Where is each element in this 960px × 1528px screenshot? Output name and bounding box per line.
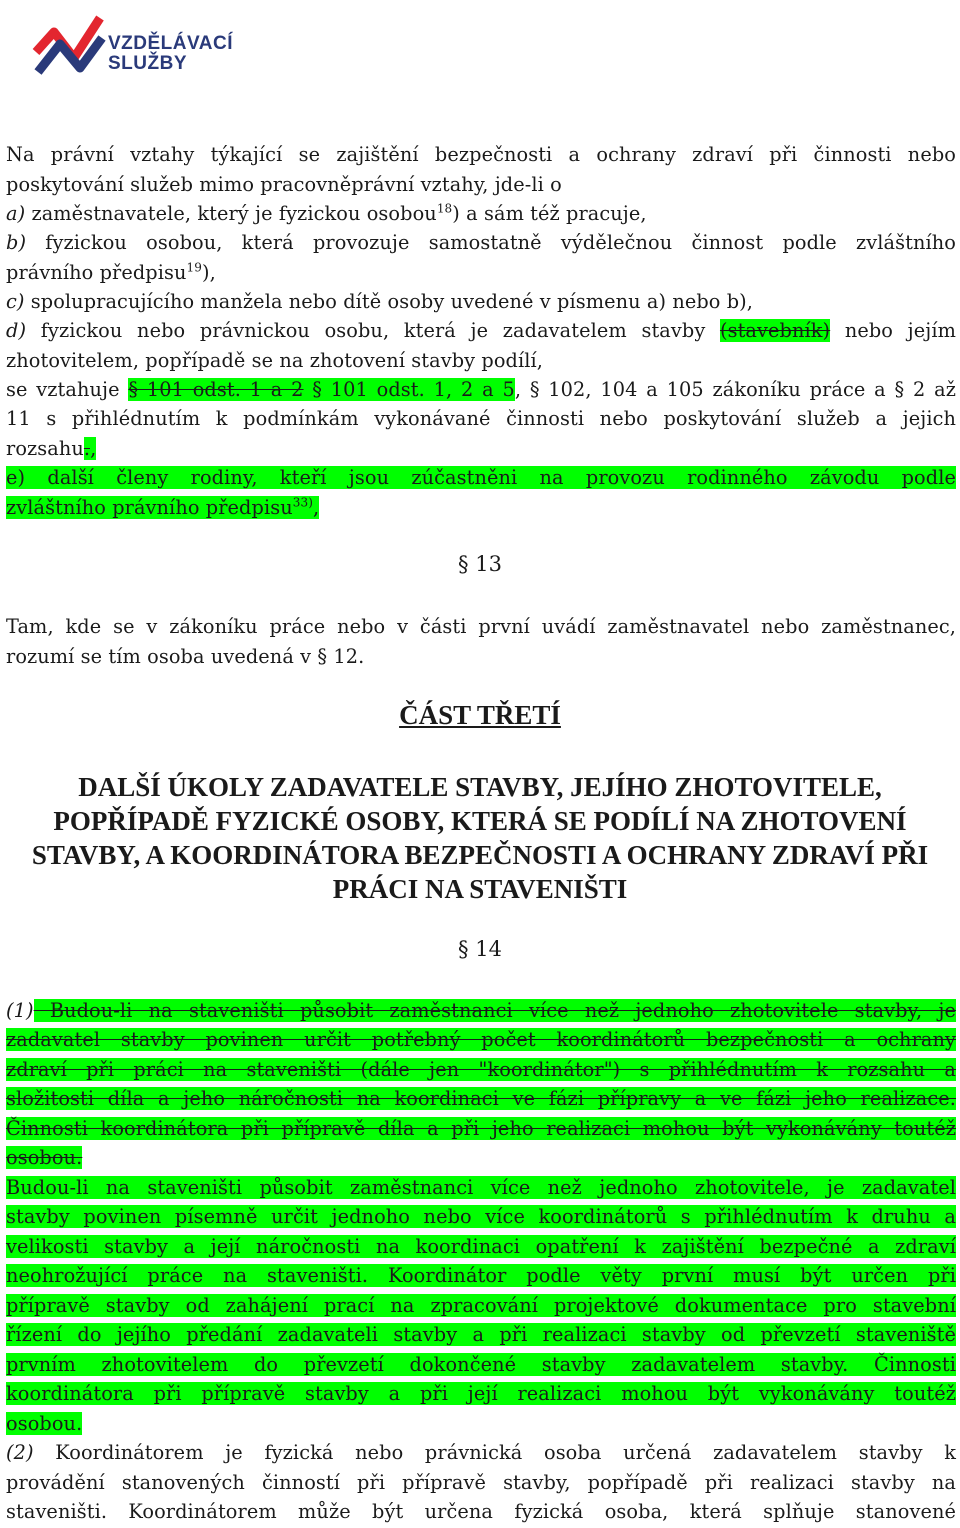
text-line bbox=[6, 1084, 956, 1113]
inserted-text: Budou-li na staveništi působit zaměstnanci více než jednoho zhotovitele, je zadavatel bbox=[6, 1176, 956, 1199]
item-label: a) bbox=[6, 202, 26, 225]
text-span: ), bbox=[202, 261, 216, 284]
deleted-text: zadavatel stavby povinen určit potřebný počet koordinátorů bezpečnosti a ochrany bbox=[6, 1028, 956, 1051]
text-span: ) a sám též pracuje, bbox=[452, 202, 647, 225]
text-line bbox=[6, 1143, 956, 1172]
logo-mark-icon bbox=[30, 10, 110, 90]
text-line bbox=[6, 463, 956, 492]
item-label: d) bbox=[6, 319, 27, 342]
heading-line: PRÁCI NA STAVENIŠTI bbox=[332, 874, 628, 904]
logo-text-line2: SLUŽBY bbox=[108, 53, 187, 74]
text-span: , bbox=[312, 496, 320, 519]
text-span: zvláštního právního předpisu bbox=[6, 496, 293, 519]
text-line bbox=[6, 1261, 956, 1290]
text-line bbox=[6, 1173, 956, 1202]
text-line bbox=[6, 199, 956, 228]
text-span: fyzickou nebo právnickou osobu, která je zadavatelem stavby bbox=[26, 319, 720, 342]
text-line bbox=[6, 316, 956, 345]
inserted-text: § 101 odst bbox=[303, 378, 419, 401]
heading-line: STAVBY, A KOORDINÁTORA BEZPEČNOSTI A OCHRANY ZDRAVÍ PŘI bbox=[31, 840, 929, 870]
deleted-text: . bbox=[83, 437, 91, 460]
text-line: provádění stanovených činností při přípravě stavby, popřípadě při realizaci stavby na bbox=[6, 1471, 956, 1494]
text-span: , § 102, 104 a 105 zákoníku práce a § 2 až bbox=[514, 378, 956, 401]
inserted-text: prvním zhotovitelem do převzetí dokončené stavby zadavatelem stavby. Činnosti bbox=[6, 1353, 956, 1376]
text-line bbox=[6, 1232, 956, 1261]
inserted-text: neohrožující práce na staveništi. Koordinátor podle věty první musí být určen při bbox=[6, 1264, 956, 1287]
inserted-text: velikosti stavby a její náročnosti na koordinaci opatření k zajištění bezpečné a zdraví bbox=[6, 1235, 956, 1258]
text-span: Koordinátorem je fyzická nebo právnická osoba určená zadavatelem stavby k bbox=[33, 1441, 956, 1464]
text-line: zhotovitelem, popřípadě se na zhotovení stavby podílí, bbox=[6, 349, 544, 372]
item-label: c) bbox=[6, 290, 25, 313]
text-line bbox=[6, 1114, 956, 1143]
text-line bbox=[6, 258, 956, 287]
section-heading: § 14 bbox=[458, 937, 502, 961]
text-line bbox=[6, 1350, 956, 1379]
text-line bbox=[6, 1438, 956, 1467]
text-span: se vztahuje bbox=[6, 378, 129, 401]
deleted-text: zdraví při práci na staveništi (dále jen "koordinátor") s přihlédnutím k rozsahu a bbox=[6, 1058, 956, 1081]
part-title: ČÁST TŘETÍ bbox=[399, 700, 561, 730]
text-line bbox=[6, 375, 956, 404]
text-line bbox=[6, 1320, 956, 1349]
text-line bbox=[6, 1025, 956, 1054]
text-span: právního předpisu bbox=[6, 261, 187, 284]
paragraph-number: (1) bbox=[6, 999, 34, 1022]
inserted-text: přípravě stavby od zahájení prací na zpracování projektové dokumentace pro stavební bbox=[6, 1294, 956, 1317]
inserted-text: koordinátora při přípravě stavby a při její realizaci mohou být vykonávány toutéž bbox=[6, 1382, 956, 1405]
inserted-text: e) další členy rodiny, kteří jsou zúčastněni na provozu rodinného závodu podle bbox=[6, 466, 956, 489]
inserted-text: osobou. bbox=[6, 1412, 83, 1435]
footnote-ref: 19 bbox=[186, 260, 203, 275]
deleted-text: osobou. bbox=[6, 1146, 83, 1169]
text-line bbox=[6, 493, 956, 522]
text-span: spolupracujícího manžela nebo dítě osoby uvedené v písmenu a) nebo b), bbox=[24, 290, 754, 313]
text-line bbox=[6, 1202, 956, 1231]
section-heading: § 13 bbox=[458, 552, 502, 576]
text-line: rozumí se tím osoba uvedená v § 12. bbox=[6, 645, 365, 668]
inserted-text: . 1, 2 a 5 bbox=[418, 378, 515, 401]
text-line: Na právní vztahy týkající se zajištění bezpečnosti a ochrany zdraví při činnosti nebo bbox=[6, 143, 956, 166]
heading-line: DALŠÍ ÚKOLY ZADAVATELE STAVBY, JEJÍHO ZHOTOVITELE, bbox=[78, 772, 882, 802]
logo-text-line1: VZDĚLÁVACÍ bbox=[108, 33, 233, 54]
inserted-text: stavby povinen písemně určit jednoho nebo více koordinátorů s přihlédnutím k druhu a bbox=[6, 1205, 956, 1228]
item-label: b) bbox=[6, 231, 27, 254]
text-span: fyzickou osobou, která provozuje samostatně výdělečnou činnost podle zvláštního bbox=[26, 231, 956, 254]
paragraph-number: (2) bbox=[6, 1441, 34, 1464]
text-span: rozsahu bbox=[6, 437, 84, 460]
text-line bbox=[6, 1379, 956, 1408]
text-line bbox=[6, 996, 956, 1025]
deleted-text: Činnosti koordinátora při přípravě díla a při jeho realizaci mohou být vykonávány toutéž bbox=[6, 1117, 956, 1140]
text-line bbox=[6, 1409, 956, 1438]
text-line: staveništi. Koordinátorem může být určena fyzická osoba, která splňuje stanovené bbox=[6, 1500, 956, 1523]
heading-line: POPŘÍPADĚ FYZICKÉ OSOBY, KTERÁ SE PODÍLÍ NA ZHOTOVENÍ bbox=[53, 806, 907, 836]
text-line bbox=[6, 287, 956, 316]
inserted-text: , bbox=[90, 437, 97, 460]
deleted-text: Budou-li na staveništi působit zaměstnanci více než jednoho zhotovitele stavby, je bbox=[33, 999, 956, 1022]
logo bbox=[30, 10, 233, 90]
text-line bbox=[6, 228, 956, 257]
inserted-text: řízení do jejího předání zadavateli stavby a při realizaci stavby od převzetí staveniště bbox=[6, 1323, 956, 1346]
footnote-ref: 18 bbox=[436, 201, 453, 216]
text-line: Tam, kde se v zákoníku práce nebo v části první uvádí zaměstnavatel nebo zaměstnanec, bbox=[6, 615, 956, 638]
text-line bbox=[6, 1055, 956, 1084]
deleted-text: § 101 odst. 1 a 2 bbox=[128, 378, 304, 401]
text-line bbox=[6, 1291, 956, 1320]
text-span: zaměstnavatele, který je fyzickou osobou bbox=[25, 202, 437, 225]
text-line bbox=[6, 434, 956, 463]
deleted-text: složitosti díla a jeho náročnosti na koordinaci ve fázi přípravy a ve fázi jeho realizace. bbox=[6, 1087, 956, 1110]
text-span: nebo jejím bbox=[830, 319, 956, 342]
text-line: 11 s přihlédnutím k podmínkám vykonávané činnosti nebo poskytování služeb a jejich bbox=[6, 407, 956, 430]
footnote-ref: 33) bbox=[292, 495, 313, 510]
inserted-text bbox=[6, 496, 319, 519]
deleted-text: (stavebník) bbox=[719, 319, 831, 342]
text-line: poskytování služeb mimo pracovněprávní vztahy, jde-li o bbox=[6, 173, 562, 196]
